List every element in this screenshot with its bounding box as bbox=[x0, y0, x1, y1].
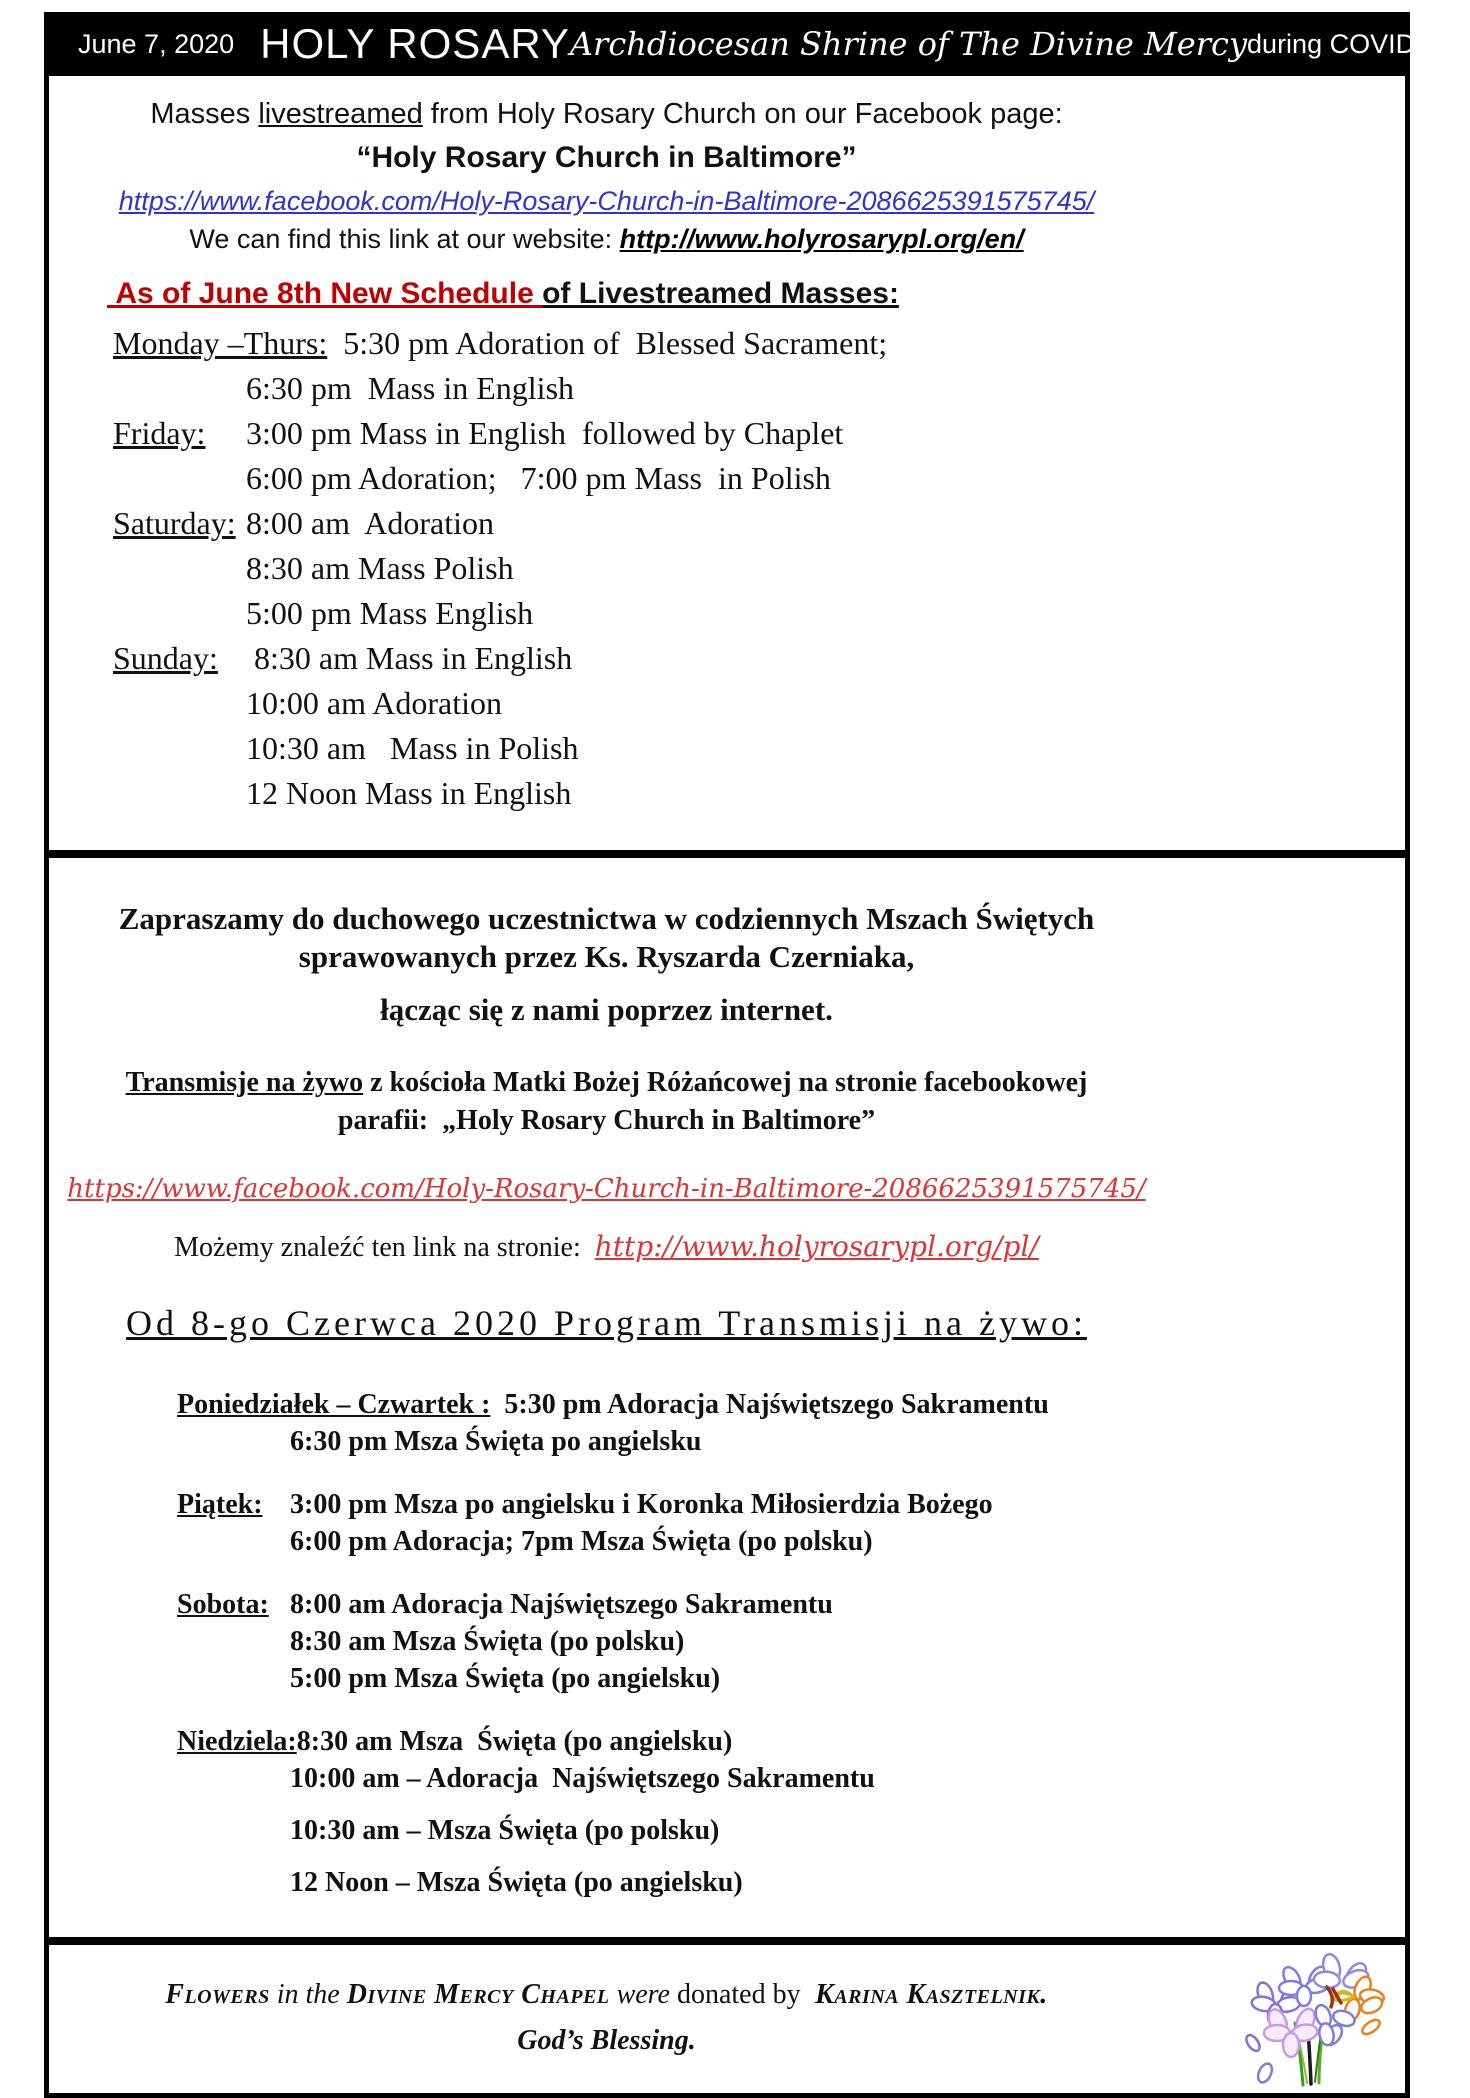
schedule-row bbox=[49, 1486, 1405, 1523]
were-word: were bbox=[609, 1979, 677, 2010]
bulletin-page bbox=[44, 12, 1455, 2098]
english-schedule-heading bbox=[49, 277, 1405, 311]
schedule-row bbox=[49, 681, 1405, 726]
section-divider bbox=[49, 1937, 1405, 1945]
row-text: 5:00 pm Msza Święta (po angielsku) bbox=[290, 1663, 721, 1694]
row-text: 8:30 am Msza Święta (po angielsku) bbox=[296, 1726, 733, 1757]
english-intro-line bbox=[49, 98, 1164, 131]
section-polish bbox=[49, 858, 1405, 1937]
facebook-link-en[interactable]: https://www.facebook.com/Holy-Rosary-Church-in-Baltimore-2086625391575745/ bbox=[118, 186, 1095, 216]
facebook-link-line bbox=[49, 186, 1164, 217]
schedule-row bbox=[49, 1864, 1405, 1901]
day-label: Sunday: bbox=[113, 640, 218, 676]
polish-intro-line1: Zapraszamy do duchowego uczestnictwa w codziennych Mszach Świętych bbox=[118, 901, 1095, 936]
row-text: 6:00 pm Adoracja; 7pm Msza Święta (po polsku) bbox=[290, 1526, 873, 1557]
english-schedule bbox=[49, 321, 1405, 816]
row-text: 8:00 am Adoracja Najświętszego Sakramentu bbox=[290, 1589, 833, 1620]
schedule-row bbox=[49, 321, 1405, 366]
row-text: 5:30 pm Adoration of Blessed Sacrament; bbox=[327, 325, 888, 361]
website-link-en[interactable]: http://www.holyrosarypl.org/en/ bbox=[619, 224, 1024, 254]
row-text: 8:30 am Msza Święta (po polsku) bbox=[290, 1626, 685, 1657]
day-label: Niedziela: bbox=[177, 1726, 297, 1757]
schedule-row bbox=[49, 771, 1405, 816]
row-text: 6:00 pm Adoration; 7:00 pm Mass in Polish bbox=[246, 460, 831, 496]
heading-black-part: of Livestreamed Masses: bbox=[542, 277, 899, 310]
intro-prefix: Masses bbox=[150, 98, 259, 130]
row-text: 5:30 pm Adoracja Najświętszego Sakramentu bbox=[490, 1389, 1049, 1420]
schedule-row bbox=[49, 636, 1405, 681]
day-label: Friday: bbox=[113, 415, 206, 451]
document-body bbox=[44, 76, 1410, 2098]
schedule-row bbox=[49, 1723, 1405, 1760]
schedule-row bbox=[49, 1586, 1405, 1623]
row-text: 3:00 pm Msza po angielsku i Koronka Miłosierdzia Bożego bbox=[290, 1489, 993, 1520]
header-title: HOLY ROSARY bbox=[260, 20, 570, 67]
facebook-page-name: “Holy Rosary Church in Baltimore” bbox=[356, 141, 857, 174]
schedule-row bbox=[49, 1423, 1405, 1460]
row-text: 8:30 am Mass in English bbox=[246, 640, 573, 676]
schedule-row bbox=[49, 1523, 1405, 1560]
row-text: 3:00 pm Mass in English followed by Chaplet bbox=[246, 415, 844, 451]
facebook-link-pl[interactable]: https://www.facebook.com/Holy-Rosary-Church-in-Baltimore-2086625391575745/ bbox=[67, 1174, 1146, 1204]
header-bar bbox=[44, 12, 1455, 76]
donated-by-text: donated by bbox=[676, 1979, 808, 2010]
day-label: Poniedziałek – Czwartek : bbox=[177, 1389, 491, 1420]
schedule-row bbox=[49, 1760, 1405, 1797]
intro-suffix: from Holy Rosary Church on our Facebook page: bbox=[422, 98, 1063, 130]
schedule-row bbox=[49, 366, 1405, 411]
polish-links-block bbox=[49, 1064, 1164, 1344]
flowers-word: Flowers bbox=[165, 1979, 270, 2010]
row-text: 8:30 am Mass Polish bbox=[246, 550, 514, 586]
day-label: Sobota: bbox=[177, 1589, 269, 1620]
header-subtitle: Archdiocesan Shrine of The Divine Mercy bbox=[569, 25, 1248, 63]
polish-intro-line2: sprawowanych przez Ks. Ryszarda Czerniaka, bbox=[298, 939, 915, 974]
intro-livestreamed: livestreamed bbox=[258, 98, 423, 130]
day-label: Saturday: bbox=[113, 505, 236, 541]
flower-bouquet-illustration bbox=[1231, 1951, 1387, 2089]
schedule-row bbox=[49, 1812, 1405, 1849]
row-text: 10:00 am – Adoracja Najświętszego Sakramentu bbox=[290, 1763, 875, 1794]
schedule-row bbox=[49, 411, 1405, 456]
day-label: Piątek: bbox=[177, 1489, 263, 1520]
schedule-row bbox=[49, 546, 1405, 591]
flowers-donation-line bbox=[49, 1945, 1164, 2011]
website-link-pl[interactable]: http://www.holyrosarypl.org/pl/ bbox=[594, 1230, 1039, 1263]
transmisje-underlined: Transmisje na żywo bbox=[125, 1067, 364, 1098]
english-intro-block bbox=[49, 98, 1164, 255]
facebook-link-line-pl bbox=[49, 1174, 1164, 1204]
blessing-line: God’s Blessing. bbox=[517, 2025, 696, 2056]
schedule-row bbox=[49, 501, 1405, 546]
donor-name: Karina Kasztelnik. bbox=[807, 1979, 1048, 2010]
section-english bbox=[49, 76, 1405, 850]
row-text: 8:00 am Adoration bbox=[246, 505, 494, 541]
transmisje-paragraph bbox=[87, 1064, 1127, 1140]
row-text: 10:30 am – Msza Święta (po polsku) bbox=[290, 1815, 720, 1846]
polish-intro-line3: łącząc się z nami poprzez internet. bbox=[380, 992, 833, 1027]
row-text: 10:00 am Adoration bbox=[246, 685, 502, 721]
schedule-row bbox=[49, 591, 1405, 636]
day-label: Monday –Thurs: bbox=[113, 325, 328, 361]
header-covid-note: during COVID-19 bbox=[1247, 28, 1455, 59]
polish-schedule-heading: Od 8-go Czerwca 2020 Program Transmisji na żywo: bbox=[126, 1303, 1087, 1343]
polish-intro-block bbox=[49, 900, 1164, 1028]
row-text: 10:30 am Mass in Polish bbox=[246, 730, 579, 766]
schedule-row bbox=[49, 1623, 1405, 1660]
polish-schedule bbox=[49, 1386, 1405, 1901]
row-text: 12 Noon – Msza Święta (po angielsku) bbox=[290, 1867, 743, 1898]
schedule-row bbox=[49, 1386, 1405, 1423]
schedule-row bbox=[49, 456, 1405, 501]
header-date: June 7, 2020 bbox=[78, 28, 235, 59]
schedule-row bbox=[49, 726, 1405, 771]
row-text: 5:00 pm Mass English bbox=[246, 595, 534, 631]
website-line-pl bbox=[49, 1230, 1164, 1264]
row-text: 6:30 pm Mass in English bbox=[246, 370, 575, 406]
row-text: 6:30 pm Msza Święta po angielsku bbox=[290, 1426, 702, 1457]
chapel-name: Divine Mercy Chapel bbox=[346, 1979, 610, 2010]
section-divider bbox=[49, 850, 1405, 858]
website-prefix-en: We can find this link at our website: bbox=[189, 224, 620, 254]
website-prefix-pl: Możemy znaleźć ten link na stronie: bbox=[174, 1232, 595, 1263]
schedule-row bbox=[49, 1660, 1405, 1697]
row-text: 12 Noon Mass in English bbox=[246, 775, 572, 811]
heading-red-part: As of June 8th New Schedule bbox=[107, 277, 543, 310]
website-line-en bbox=[49, 224, 1164, 255]
section-footer bbox=[49, 1945, 1405, 2093]
transmisje-rest: z kościoła Matki Bożej Różańcowej na stronie facebookowej parafii: „Holy Rosary Church in Baltimore” bbox=[337, 1067, 1095, 1136]
in-the-text: in the bbox=[269, 1979, 347, 2010]
